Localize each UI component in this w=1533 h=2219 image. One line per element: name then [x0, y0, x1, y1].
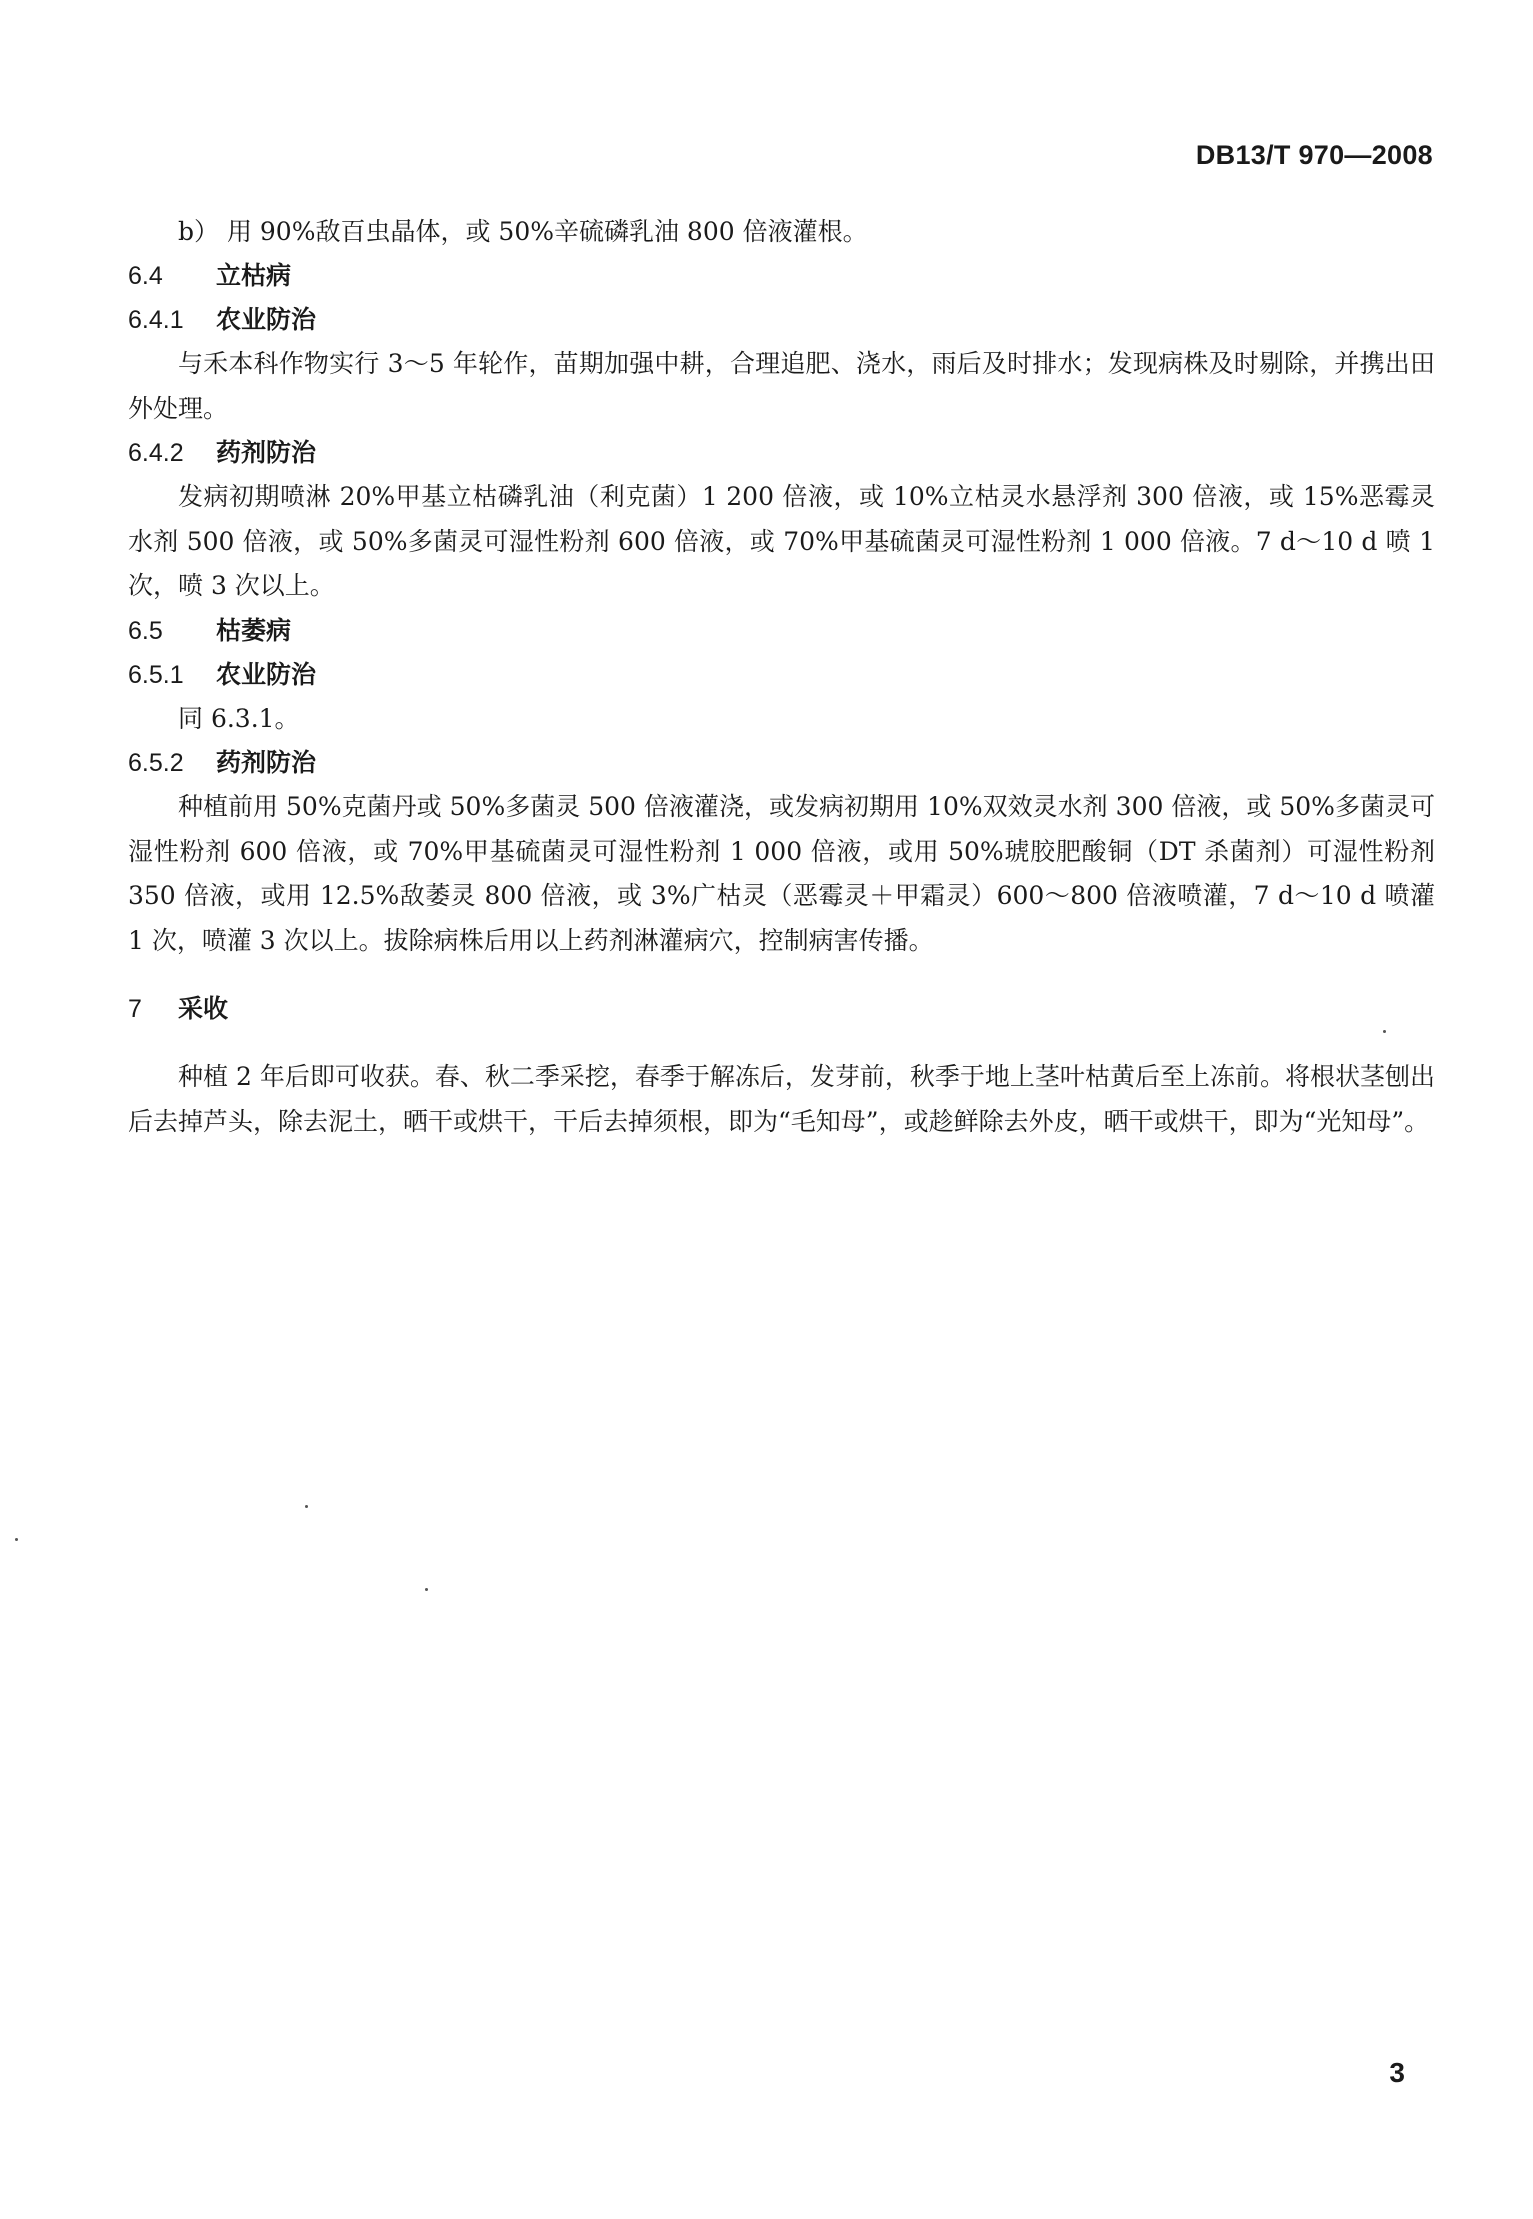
spacer: [128, 1031, 1435, 1055]
scan-speck: [425, 1588, 428, 1591]
section-title: 农业防治: [216, 659, 317, 689]
paragraph-6-5-2: 种植前用 50%克菌丹或 50%多菌灵 500 倍液灌浇，或发病初期用 10%双效灵水剂 300 倍液，或 50%多菌灵可湿性粉剂 600 倍液，或 70%甲基硫菌灵可湿性粉剂 1 000 倍液，或用 50%琥胶肥酸铜（DT 杀菌剂）可湿性粉剂 350 倍液，或用 12.5%敌萎灵 800 倍液，或 3%广枯灵（恶霉灵＋甲霜灵）600～800 倍液喷灌，7 d～10 d 喷灌 1 次，喷灌 3 次以上。拔除病株后用以上药剂淋灌病穴，控制病害传播。: [128, 792, 1435, 955]
list-item-b: b） 用 90%敌百虫晶体，或 50%辛硫磷乳油 800 倍液灌根。: [178, 217, 868, 246]
section-number: 6.4: [128, 262, 163, 290]
section-heading-6-5: [128, 609, 1435, 653]
document-code: DB13/T 970—2008: [1195, 140, 1433, 170]
paragraph-6-5-1: 同 6.3.1。: [178, 703, 300, 733]
section-number: 7: [128, 995, 142, 1023]
paragraph-6-4-2: 发病初期喷淋 20%甲基立枯磷乳油（利克菌）1 200 倍液，或 10%立枯灵水悬浮剂 300 倍液，或 15%恶霉灵水剂 500 倍液，或 50%多菌灵可湿性粉剂 600 倍液，或 70%甲基硫菌灵可湿性粉剂 1 000 倍液。7 d～10 d 喷 1 次，喷 3 次以上。: [128, 482, 1435, 600]
section-title: 采收: [178, 994, 229, 1023]
section-heading-6-5-1: [128, 653, 1435, 697]
section-number: 6.4.2: [128, 439, 184, 467]
section-title: 农业防治: [216, 305, 317, 334]
section-heading-6-4-2: [128, 431, 1435, 475]
paragraph-7: 种植 2 年后即可收获。春、秋二季采挖，春季于解冻后，发芽前，秋季于地上茎叶枯黄后至上冻前。将根状茎刨出后去掉芦头，除去泥土，晒干或烘干，干后去掉须根，即为“毛知母”，或趁鲜除去外皮，晒干或烘干，即为“光知母”。: [128, 1062, 1435, 1136]
scan-speck: [305, 1505, 308, 1508]
section-number: 6.5: [128, 616, 163, 645]
section-number: 6.5.2: [128, 749, 184, 777]
page-number: 3: [1389, 2057, 1405, 2088]
scan-speck: [15, 1538, 18, 1541]
document-body: [128, 210, 1435, 1144]
section-title: 药剂防治: [216, 438, 317, 467]
section-number: 6.4.1: [128, 306, 184, 334]
section-title: 枯萎病: [216, 615, 292, 645]
paragraph-6-4-1: 与禾本科作物实行 3～5 年轮作，苗期加强中耕，合理追肥、浇水，雨后及时排水；发现病株及时剔除，并携出田外处理。: [128, 349, 1435, 423]
section-heading-6-4: [128, 254, 1435, 298]
section-heading-7: [128, 987, 1435, 1031]
section-number: 6.5.1: [128, 660, 184, 689]
section-title: 立枯病: [216, 261, 292, 290]
section-title: 药剂防治: [216, 748, 317, 777]
scan-speck: [1383, 1030, 1386, 1033]
section-heading-6-4-1: [128, 298, 1435, 342]
section-heading-6-5-2: [128, 741, 1435, 785]
spacer: [128, 963, 1435, 987]
